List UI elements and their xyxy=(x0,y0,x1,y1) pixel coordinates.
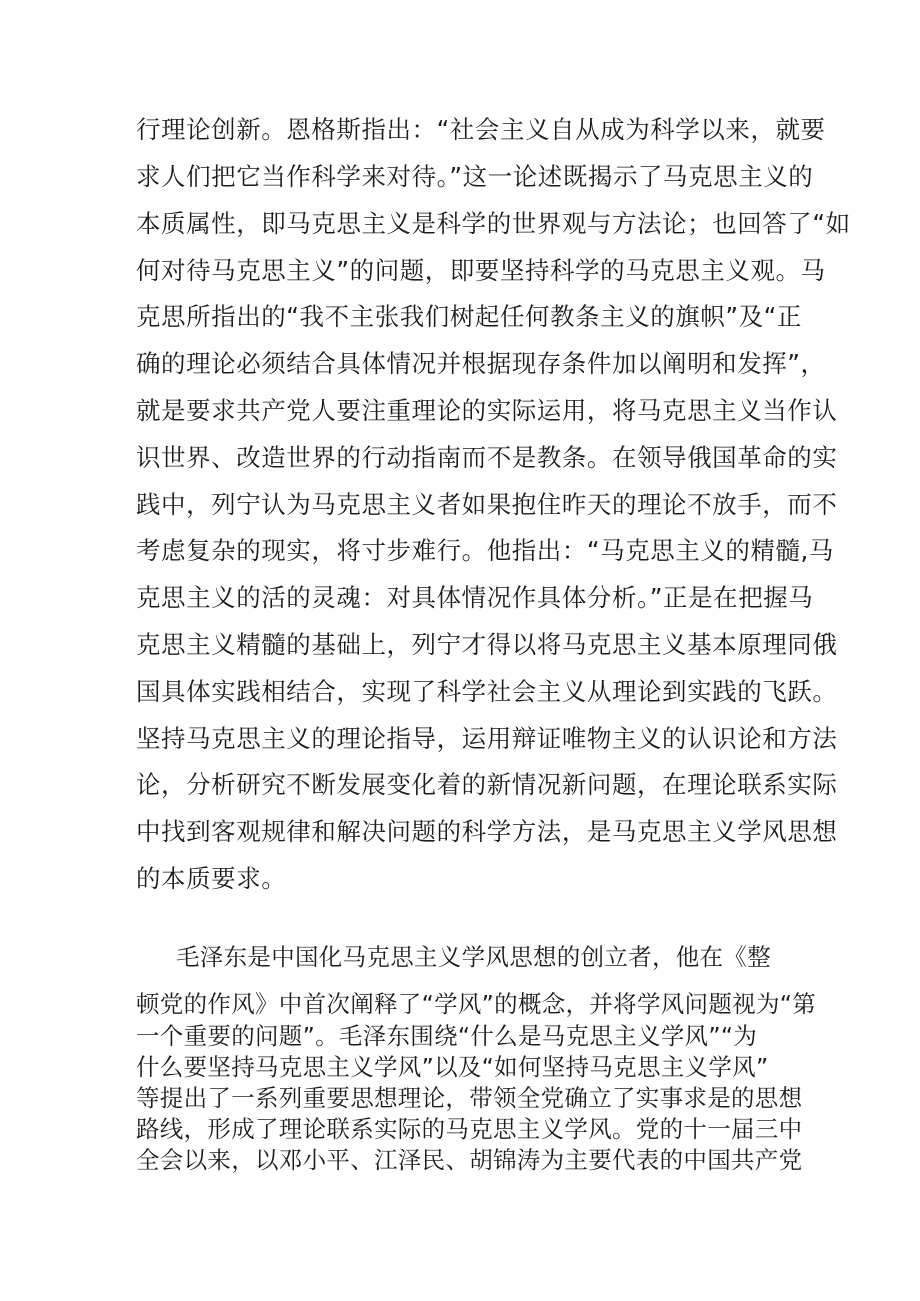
text-line: 路线，形成了理论联系实际的马克思主义学风。党的十一届三中 xyxy=(136,1115,803,1143)
text-line: 本质属性，即马克思主义是科学的世界观与方法论；也回答了“如 xyxy=(136,209,851,238)
text-line: 求人们把它当作科学来对待。”这一论述既揭示了马克思主义的 xyxy=(136,162,814,191)
text-line: 全会以来，以邓小平、江泽民、胡锦涛为主要代表的中国共产党 xyxy=(136,1146,803,1174)
text-line: 论，分析研究不断发展变化着的新情况新问题，在理论联系实际 xyxy=(136,770,838,799)
text-line: 何对待马克思主义”的问题，即要坚持科学的马克思主义观。马 xyxy=(136,256,826,285)
text-line: 毛泽东是中国化马克思主义学风思想的创立者，他在《整 xyxy=(176,943,771,971)
text-line: 什么要坚持马克思主义学风”以及“如何坚持马克思主义学风” xyxy=(136,1053,769,1081)
text-line: 一个重要的问题”。毛泽东围绕“什么是马克思主义学风”“为 xyxy=(136,1022,758,1050)
text-line: 克思主义精髓的基础上，列宁才得以将马克思主义基本原理同俄 xyxy=(136,630,838,659)
text-line: 中找到客观规律和解决问题的科学方法，是马克思主义学风思想 xyxy=(136,817,838,846)
text-line: 确的理论必须结合具体情况并根据现存条件加以阐明和发挥”， xyxy=(136,349,826,378)
text-line: 的本质要求。 xyxy=(136,864,287,893)
text-line: 克思主义的活的灵魂：对具体情况作具体分析。”正是在把握马 xyxy=(136,583,814,612)
text-line: 坚持马克思主义的理论指导，运用辩证唯物主义的认识论和方法 xyxy=(136,724,838,753)
text-line: 就是要求共产党人要注重理论的实际运用，将马克思主义当作认 xyxy=(136,396,838,425)
text-line: 国具体实践相结合，实现了科学社会主义从理论到实践的飞跃。 xyxy=(136,677,838,706)
text-line: 行理论创新。恩格斯指出：“社会主义自从成为科学以来，就要 xyxy=(136,115,826,144)
text-line: 践中，列宁认为马克思主义者如果抱住昨天的理论不放手，而不 xyxy=(136,490,838,519)
text-line: 顿党的作风》中首次阐释了“学风”的概念，并将学风问题视为“第 xyxy=(136,990,817,1018)
text-line: 识世界、改造世界的行动指南而不是教条。在领导俄国革命的实 xyxy=(136,443,838,472)
text-line: 克思所指出的“我不主张我们树起任何教条主义的旗帜”及“正 xyxy=(136,302,802,331)
text-line: 考虑复杂的现实，将寸步难行。他指出：“马克思主义的精髓,马 xyxy=(136,536,834,565)
text-line: 等提出了一系列重要思想理论，带领全党确立了实事求是的思想 xyxy=(136,1084,803,1112)
